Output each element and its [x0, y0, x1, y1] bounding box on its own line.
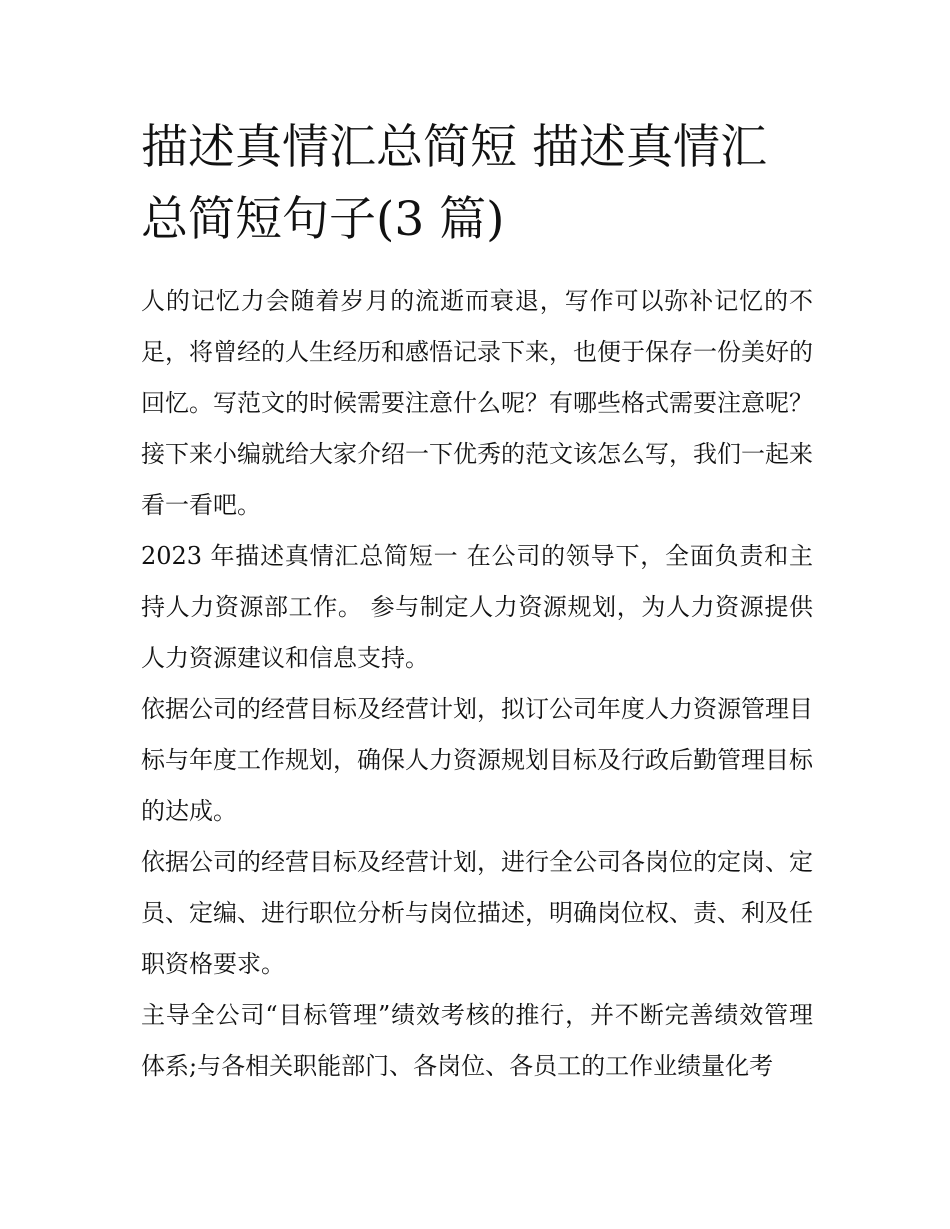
paragraph-section-one: 2023 年描述真情汇总简短一 在公司的领导下，全面负责和主持人力资源部工作。 参与制定人力资源规划，为人力资源提供人力资源建议和信息支持。: [141, 542, 813, 672]
paragraph-hr-goals: 依据公司的经营目标及经营计划，拟订公司年度人力资源管理目标与年度工作规划，确保人力资源规划目标及行政后勤管理目标的达成。: [141, 695, 813, 825]
paragraph-intro: 人的记忆力会随着岁月的流逝而衰退，写作可以弥补记忆的不足，将曾经的人生经历和感悟记录下来，也便于保存一份美好的回忆。写范文的时候需要注意什么呢？有哪些格式需要注意呢？接下来小编就给大家介绍一下优秀的范文该怎么写，我们一起来看一看吧。: [141, 287, 813, 519]
document-title: 描述真情汇总简短 描述真情汇总简短句子(3 篇): [141, 120, 767, 247]
paragraph-performance: 主导全公司“目标管理”绩效考核的推行，并不断完善绩效管理体系;与各相关职能部门、各岗位、各员工的工作业绩量化考: [141, 1001, 813, 1080]
paragraph-job-analysis: 依据公司的经营目标及经营计划，进行全公司各岗位的定岗、定员、定编、进行职位分析与岗位描述，明确岗位权、责、利及任职资格要求。: [141, 848, 813, 978]
document-body: [141, 276, 813, 1092]
